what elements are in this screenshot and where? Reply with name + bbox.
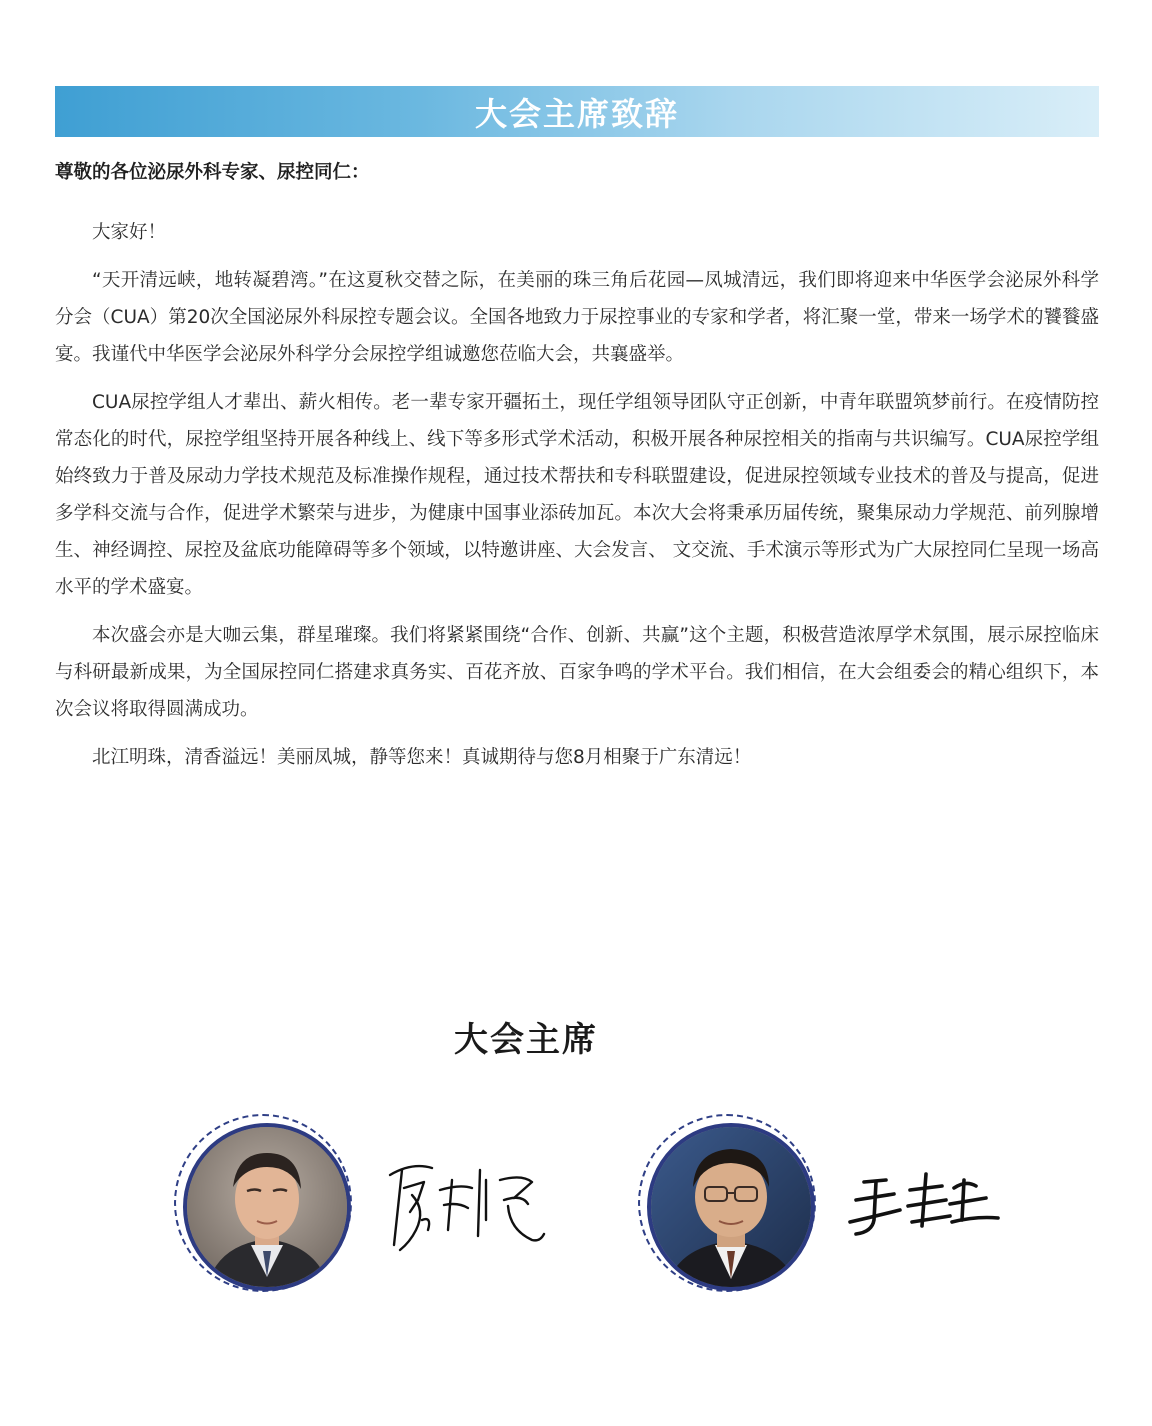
paragraph-theme: 本次盛会亦是大咖云集，群星璀璨。我们将紧紧围绕“合作、创新、共赢”这个主题，积极营造浓厚学术氛围，展示尿控临床与科研最新成果，为全国尿控同仁搭建求真务实、百花齐放、百家争鸣的学术平台。我们相信，在大会组委会的精心组织下，本次会议将取得圆满成功。 [55, 625, 1099, 720]
paragraph-group: CUA尿控学组人才辈出、薪火相传。老一辈专家开疆拓土，现任学组领导团队守正创新，中青年联盟筑梦前行。在疫情防控常态化的时代，尿控学组坚持开展各种线上、线下等多形式学术活动，积极开展各种尿控相关的指南与共识编写。CUA尿控学组始终致力于普及尿动力学技术规范及标准操作规程，通过技术帮扶和专科联盟建设，促进尿控领域专业技术的普及与提高，促进多学科交流与合作，促进学术繁荣与进步，为健康中国事业添砖加瓦。本次大会将秉承历届传统，聚集尿动力学规范、前列腺增生、神经调控、尿控及盆底功能障碍等多个领域，以特邀讲座、大会发言、 文交流、手术演示等形式为广大尿控同仁呈现一场高水平的学术盛宴。 [55, 392, 1099, 598]
paragraph-closing: 北江明珠，清香溢远！美丽凤城，静等您来！真诚期待与您8月相聚于广东清远！ [92, 747, 752, 768]
chair-portrait-2 [638, 1114, 816, 1292]
title-banner [55, 86, 1099, 137]
portrait-photo-1 [183, 1123, 351, 1291]
paragraph-greeting: 大家好！ [92, 222, 167, 243]
chair-portrait-1 [174, 1114, 352, 1292]
paragraph-intro: “天开清远峡，地转凝碧湾。”在这夏秋交替之际，在美丽的珠三角后花园—凤城清远，我们即将迎来中华医学会泌尿外科学分会（CUA）第20次全国泌尿外科尿控专题会议。全国各地致力于尿控事业的专家和学者，将汇聚一堂，带来一场学术的饕餮盛宴。我谨代中华医学会泌尿外科学分会尿控学组诚邀您莅临大会，共襄盛举。 [55, 270, 1099, 365]
page-title: 大会主席致辞 [474, 94, 679, 133]
letter-body [55, 214, 1099, 787]
signature-1 [382, 1150, 552, 1260]
salutation: 尊敬的各位泌尿外科专家、尿控同仁： [55, 162, 370, 183]
portrait-photo-2 [647, 1123, 815, 1291]
signature-2 [846, 1160, 1006, 1240]
chairs-heading: 大会主席 [454, 1020, 598, 1060]
